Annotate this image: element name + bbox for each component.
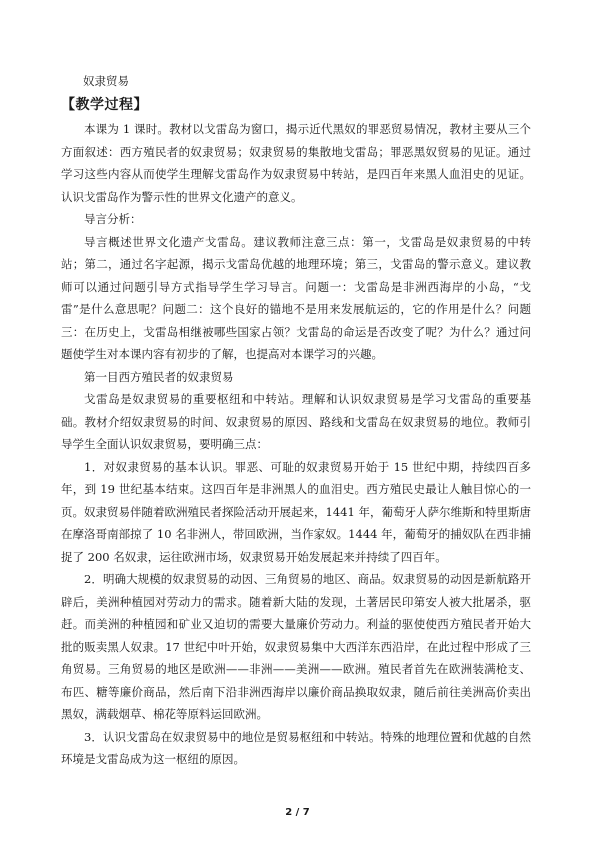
document-subtitle: 奴隶贸易 <box>83 74 129 88</box>
section-heading: 【教学过程】 <box>61 97 148 113</box>
subsection-intro-paragraph: 戈雷岛是奴隶贸易的重要枢纽和中转站。理解和认识奴隶贸易是学习戈雷岛的重要基础。教材介绍奴隶贸易的时间、奴隶贸易的原因、路线和戈雷岛在奴隶贸易的地位。教师引导学生全面认识奴隶贸易，要明确三点： <box>61 392 531 451</box>
intro-paragraph: 本课为 1 课时。教材以戈雷岛为窗口，揭示近代黑奴的罪恶贸易情况，教材主要从三个方面叙述：西方殖民者的奴隶贸易；奴隶贸易的集散地戈雷岛；罪恶黑奴贸易的见证。通过学习这些内容从而使学生理解戈雷岛作为奴隶贸易中转站，是四百年来黑人血泪史的见证。认识戈雷岛作为警示性的世界文化遗产的意义。 <box>61 122 531 204</box>
page-content <box>61 72 531 771</box>
point-3-paragraph: 3．认识戈雷岛在奴隶贸易中的地位是贸易枢纽和中转站。特殊的地理位置和优越的自然环境是戈雷岛成为这一枢纽的原因。 <box>61 729 531 766</box>
point-1-paragraph: 1．对奴隶贸易的基本认识。罪恶、可耻的奴隶贸易开始于 15 世纪中期，持续四百多年，到 19 世纪基本结束。这四百年是非洲黑人的血泪史。西方殖民史最让人触目惊心的一页。奴隶贸易伴随着欧洲殖民者探险活动开展起来，1441 年，葡萄牙人萨尔维斯和特里斯唐在摩洛哥南部掠了 10 名非洲人，带回欧洲，当作家奴。1444 年，葡萄牙的捕奴队在西非捕捉了 200 名奴隶，运往欧洲市场，奴隶贸易开始发展起来并持续了四百年。 <box>61 459 531 564</box>
subsection-heading: 第一目西方殖民者的奴隶贸易 <box>84 369 234 384</box>
point-2-paragraph: 2．明确大规模的奴隶贸易的动因、三角贸易的地区、商品。奴隶贸易的动因是新航路开辟后，美洲种植园对劳动力的需求。随着新大陆的发现，土著居民印第安人被大批屠杀，驱赶。而美洲的种植园和矿业又迫切的需要大量廉价劳动力。利益的驱使使西方殖民者开始大批的贩卖黑人奴隶。17 世纪中叶开始，奴隶贸易集中大西洋东西沿岸，在此过程中形成了三角贸易。三角贸易的地区是欧洲——非洲——美洲——欧洲。殖民者首先在欧洲装满枪支、布匹、糖等廉价商品，然后南下沿非洲西海岸以廉价商品换取奴隶，随后前往美洲高价卖出黑奴，满载烟草、棉花等原料运回欧洲。 <box>61 572 531 721</box>
preface-analysis-label: 导言分析： <box>84 212 142 226</box>
page-number: 2 / 7 <box>285 807 310 818</box>
preface-analysis-paragraph: 导言概述世界文化遗产戈雷岛。建议教师注意三点：第一，戈雷岛是奴隶贸易的中转站；第二，通过名字起源，揭示戈雷岛优越的地理环境；第三，戈雷岛的警示意义。建议教师可以通过问题引导方式指导学生学习导言。问题一：戈雷岛是非洲西海岸的小岛，“戈雷”是什么意思呢？问题二：这个良好的锚地不是用来发展航运的，它的作用是什么？问题三：在历史上，戈雷岛相继被哪些国家占领？戈雷岛的命运是否改变了呢？为什么？通过问题使学生对本课内容有初步的了解，也提高对本课学习的兴趣。 <box>61 234 531 361</box>
